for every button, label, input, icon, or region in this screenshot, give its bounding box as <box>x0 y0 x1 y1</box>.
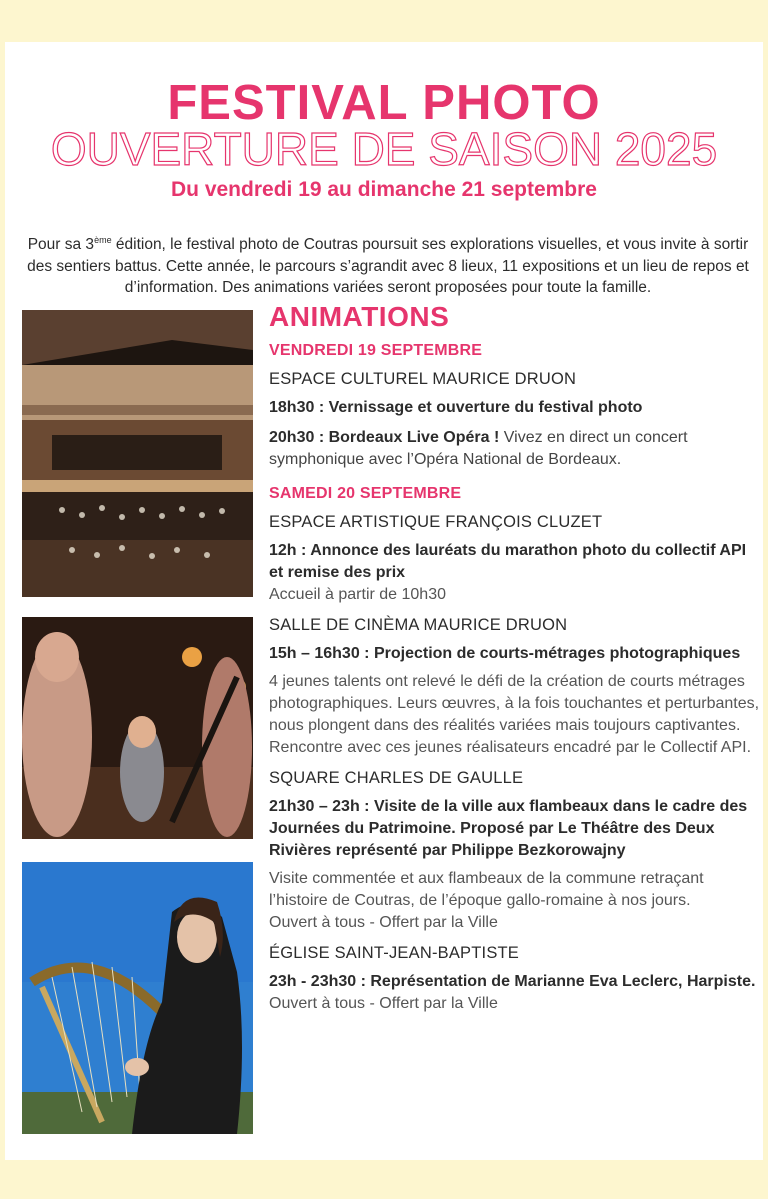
event-projection-title: 15h – 16h30 : Projection de courts-métrages photographiques <box>269 645 741 662</box>
intro-text-start: Pour sa 3 <box>27 236 95 254</box>
festival-title: FESTIVAL PHOTO <box>167 76 601 130</box>
intro-superscript: ème <box>94 235 112 245</box>
venue-espace-culturel: ESPACE CULTUREL MAURICE DRUON <box>269 370 577 388</box>
intro-paragraph <box>17 230 759 299</box>
event-flambeaux-note: Ouvert à tous - Offert par la Ville <box>269 914 498 931</box>
venue-square-charles-de-gaulle: SQUARE CHARLES DE GAULLE <box>269 769 524 787</box>
event-laureats-title: 12h : Annonce des lauréats du marathon photo du collectif API et remise des prix <box>269 542 747 581</box>
event-flambeaux-title: 21h30 – 23h : Visite de la ville aux flambeaux dans le cadre des Journées du Patrimoine. Proposé par Le Théâtre des Deux Rivières représenté par Philippe Bezkorowajny <box>269 798 748 859</box>
friday-heading: VENDREDI 19 SEPTEMBRE <box>269 342 483 359</box>
torchlight-photo <box>22 617 253 839</box>
animations-column <box>269 300 763 1023</box>
event-harpiste-note: Ouvert à tous - Offert par la Ville <box>269 995 498 1012</box>
event-harpiste-title: 23h - 23h30 : Représentation de Marianne Eva Leclerc, Harpiste. <box>269 973 756 990</box>
event-flambeaux <box>269 796 763 862</box>
venue-eglise: ÉGLISE SAINT-JEAN-BAPTISTE <box>269 944 520 962</box>
event-laureats-note: Accueil à partir de 10h30 <box>269 586 446 603</box>
event-vernissage <box>269 397 763 419</box>
event-bordeaux-live-text: Vivez en direct un concert symphonique avec l’Opéra National de Bordeaux. <box>269 429 688 468</box>
season-subtitle: OUVERTURE DE SAISON 2025 <box>50 123 718 175</box>
event-harpiste <box>269 971 763 993</box>
harpist-photo <box>22 862 253 1134</box>
saturday-heading: SAMEDI 20 SEPTEMBRE <box>269 485 462 502</box>
intro-text-rest: édition, le festival photo de Coutras poursuit ses explorations visuelles, et vous invite à sortir des sentiers battus. Cette année, le parcours s’agrandit avec 8 lieux, 11 expositions et un lieu de repos et d’information. Des animations variées seront proposées pour toute la famille. <box>27 236 749 297</box>
festival-dates: Du vendredi 19 au dimanche 21 septembre <box>171 178 597 201</box>
flyer-page <box>5 42 763 1160</box>
concert-hall-photo <box>22 310 253 597</box>
venue-salle-cinema: SALLE DE CINÈMA MAURICE DRUON <box>269 616 568 634</box>
event-vernissage-title: 18h30 : Vernissage et ouverture du festival photo <box>269 399 643 416</box>
venue-espace-artistique: ESPACE ARTISTIQUE FRANÇOIS CLUZET <box>269 513 603 531</box>
event-laureats <box>269 540 763 584</box>
event-projection-desc: 4 jeunes talents ont relevé le défi de la création de courts métrages photographiques. Leurs œuvres, à la fois touchantes et perturbantes, nous plongent dans des réalités variées mais toujours captivantes. Rencontre avec ces jeunes réalisateurs encadré par le Collectif API. <box>269 673 760 756</box>
event-bordeaux-live-title: 20h30 : Bordeaux Live Opéra ! <box>269 429 500 446</box>
event-flambeaux-desc: Visite commentée et aux flambeaux de la commune retraçant l’histoire de Coutras, de l’époque gallo-romaine à nos jours. <box>269 870 704 909</box>
event-bordeaux-live <box>269 427 763 471</box>
event-projection <box>269 643 763 665</box>
animations-heading: ANIMATIONS <box>269 301 450 332</box>
